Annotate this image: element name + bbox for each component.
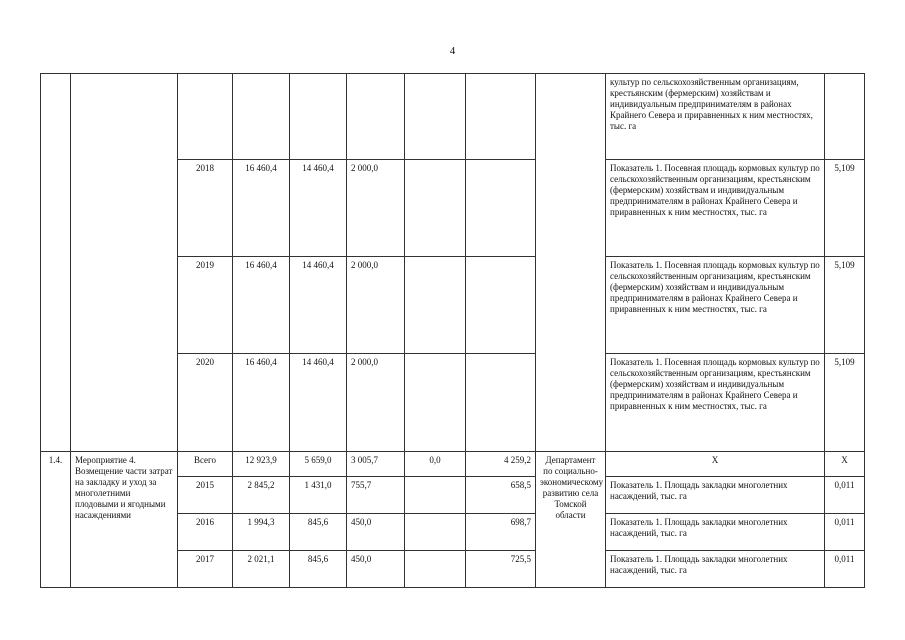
table-cell: 2017 xyxy=(178,551,233,588)
measure-cell xyxy=(71,74,178,452)
table-cell: 12 923,9 xyxy=(233,452,290,477)
table-cell: Показатель 1. Площадь закладки многолетних насаждений, тыс. га xyxy=(606,551,825,588)
table-row xyxy=(41,74,865,160)
table-cell: 0,011 xyxy=(825,514,865,551)
table-cell xyxy=(405,74,466,160)
table-cell xyxy=(466,74,536,160)
table-cell: 450,0 xyxy=(347,514,405,551)
measure-number: 1.4. xyxy=(41,452,71,588)
table-cell: 5,109 xyxy=(825,354,865,452)
table-cell: 14 460,4 xyxy=(290,354,347,452)
table-cell xyxy=(178,74,233,160)
table-cell xyxy=(405,477,466,514)
table-cell: 3 005,7 xyxy=(347,452,405,477)
table-cell: 845,6 xyxy=(290,514,347,551)
table-cell: 5,109 xyxy=(825,257,865,354)
table-cell xyxy=(405,514,466,551)
table-cell: 2019 xyxy=(178,257,233,354)
table-cell xyxy=(405,257,466,354)
table-cell: 0,0 xyxy=(405,452,466,477)
table-cell: 2016 xyxy=(178,514,233,551)
table-cell: 2015 xyxy=(178,477,233,514)
table-cell: 2020 xyxy=(178,354,233,452)
table-cell: Всего xyxy=(178,452,233,477)
table-cell: 2 021,1 xyxy=(233,551,290,588)
table-cell xyxy=(405,551,466,588)
page-number: 4 xyxy=(449,45,456,57)
executor-cell xyxy=(536,74,606,452)
table-cell: 2018 xyxy=(178,160,233,257)
table-cell xyxy=(405,160,466,257)
table-cell: 698,7 xyxy=(466,514,536,551)
number-cell xyxy=(41,74,71,452)
table-cell xyxy=(825,74,865,160)
indicator-cell: Показатель 1. Посевная площадь кормовых культур по сельскохозяйственным организациям, крестьянским (фермерским) хозяйствам и индивидуальным предпринимателям в районах Крайнего Севера и приравненных к ним местностях, тыс. га xyxy=(606,354,825,452)
table-cell: 2 000,0 xyxy=(347,160,405,257)
table-cell: 755,7 xyxy=(347,477,405,514)
indicator-cell: культур по сельскохозяйственным организациям, крестьянским (фермерским) хозяйствам и индивидуальным предпринимателям в районах Крайнего Севера и приравненных к ним местностях, тыс. га xyxy=(606,74,825,160)
table-cell: 658,5 xyxy=(466,477,536,514)
table-cell: X xyxy=(606,452,825,477)
table-cell: 4 259,2 xyxy=(466,452,536,477)
indicator-cell: Показатель 1. Посевная площадь кормовых культур по сельскохозяйственным организациям, крестьянским (фермерским) хозяйствам и индивидуальным предпринимателям в районах Крайнего Севера и приравненных к ним местностях, тыс. га xyxy=(606,257,825,354)
table-cell: 1 994,3 xyxy=(233,514,290,551)
table-cell: Показатель 1. Площадь закладки многолетних насаждений, тыс. га xyxy=(606,514,825,551)
table-cell: 16 460,4 xyxy=(233,257,290,354)
table-cell xyxy=(233,74,290,160)
table-cell xyxy=(290,74,347,160)
table-cell: 2 845,2 xyxy=(233,477,290,514)
table-cell: 0,011 xyxy=(825,477,865,514)
table-cell: Показатель 1. Площадь закладки многолетних насаждений, тыс. га xyxy=(606,477,825,514)
indicator-cell: Показатель 1. Посевная площадь кормовых культур по сельскохозяйственным организациям, крестьянским (фермерским) хозяйствам и индивидуальным предпринимателям в районах Крайнего Севера и приравненных к ним местностях, тыс. га xyxy=(606,160,825,257)
table-cell xyxy=(405,354,466,452)
table-cell: 2 000,0 xyxy=(347,257,405,354)
table-cell: 14 460,4 xyxy=(290,257,347,354)
table-cell xyxy=(466,257,536,354)
table-cell: 5,109 xyxy=(825,160,865,257)
table-row xyxy=(41,452,865,477)
program-table xyxy=(40,73,865,588)
table-cell xyxy=(466,354,536,452)
table-cell: 2 000,0 xyxy=(347,354,405,452)
measure-name: Мероприятие 4. Возмещение части затрат на закладку и уход за многолетними плодовыми и ягодными насаждениями xyxy=(71,452,178,588)
table-cell: 725,5 xyxy=(466,551,536,588)
table-cell: 450,0 xyxy=(347,551,405,588)
table-cell: 845,6 xyxy=(290,551,347,588)
table-cell: 14 460,4 xyxy=(290,160,347,257)
table-cell: 16 460,4 xyxy=(233,160,290,257)
measure-executor: Департамент по социально-экономическому развитию села Томской области xyxy=(536,452,606,588)
table-cell: 16 460,4 xyxy=(233,354,290,452)
table-cell: 1 431,0 xyxy=(290,477,347,514)
table-cell xyxy=(347,74,405,160)
table-cell: X xyxy=(825,452,865,477)
table-cell: 5 659,0 xyxy=(290,452,347,477)
table-cell xyxy=(466,160,536,257)
table-cell: 0,011 xyxy=(825,551,865,588)
